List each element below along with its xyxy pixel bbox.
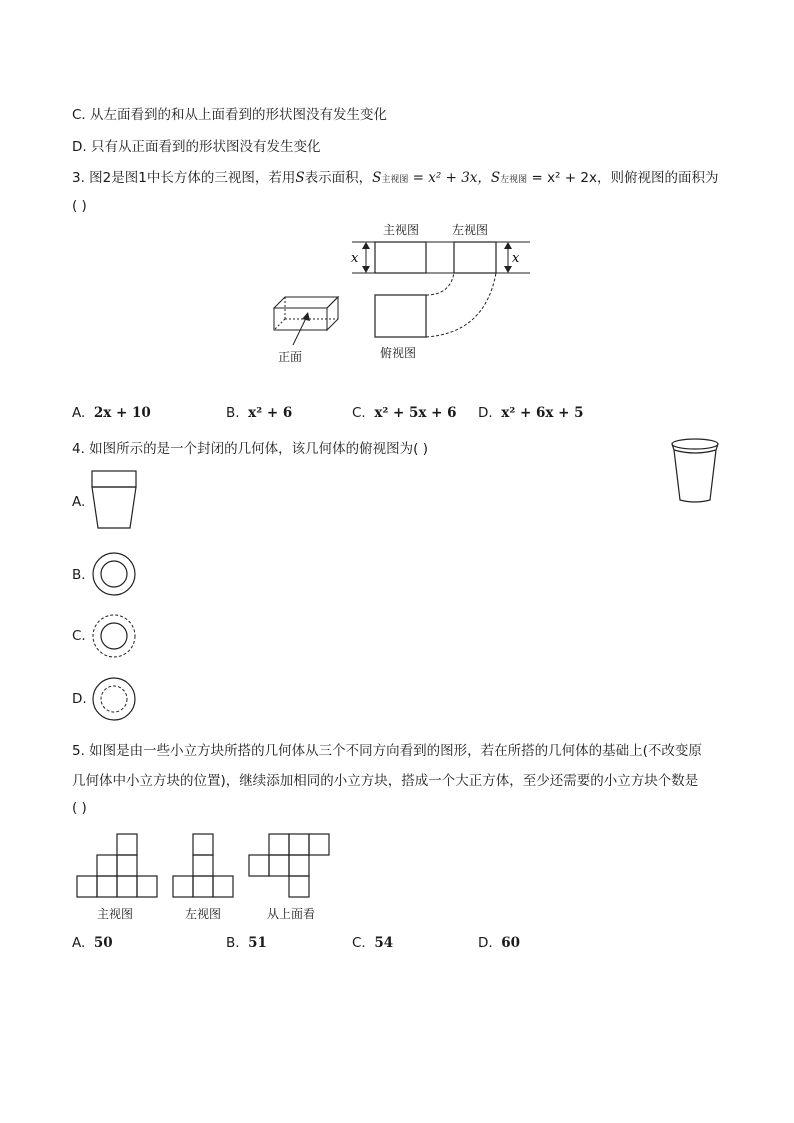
q3-top-view-rect <box>375 295 426 337</box>
q5-option-d[interactable] <box>478 935 520 951</box>
q3-main-view-rect <box>375 242 426 273</box>
q3-option-b-expr: x² + 6 <box>248 405 293 421</box>
q3-option-c-expr: x² + 5x + 6 <box>374 405 457 421</box>
q3-cuboid <box>274 297 338 345</box>
q5-option-a[interactable] <box>72 935 113 951</box>
q5-option-b[interactable] <box>226 935 267 951</box>
q3-main-view-label: 主视图 <box>383 223 420 237</box>
q3-paren: ( ) <box>72 198 87 214</box>
q3-x-label-left: x <box>351 251 359 266</box>
q3-s-variable: S <box>295 170 305 186</box>
q3-option-a-letter: A. <box>72 405 86 421</box>
q3-s-left: S <box>490 170 501 186</box>
q3-s-left-subscript: 左视图 <box>500 175 528 185</box>
q4-option-d-letter[interactable]: D. <box>72 691 87 707</box>
q5-top-view-label: 从上面看 <box>267 907 316 921</box>
q3-x-label-right: x <box>512 251 520 266</box>
q3-left-view-rect <box>454 242 496 273</box>
q3-option-c[interactable] <box>352 405 457 421</box>
q3-option-a[interactable] <box>72 405 151 421</box>
q3-top-view-label: 俯视图 <box>380 346 417 360</box>
q3-eq1: = x² + 3x， <box>408 170 491 186</box>
q3-stem-text-a: 3. 图2是图1中长方体的三视图，若用 <box>72 170 296 186</box>
q5-option-b-value: 51 <box>248 935 267 951</box>
q5-option-a-letter: A. <box>72 935 86 951</box>
q5-stem-line1: 5. 如图是由一些小立方块所搭的几何体从三个不同方向看到的图形，若在所搭的几何体的基础上(不改变原 <box>72 743 702 759</box>
q5-figure <box>75 832 345 927</box>
q4-option-b-figure[interactable] <box>90 550 138 598</box>
q3-front-label: 正面 <box>278 350 303 364</box>
q4-stem: 4. 如图所示的是一个封闭的几何体，该几何体的俯视图为( ) <box>72 441 428 457</box>
q3-left-view-label: 左视图 <box>452 223 489 237</box>
q3-stem <box>72 166 718 186</box>
q3-s-main-subscript: 主视图 <box>381 175 409 185</box>
q5-option-c-letter: C. <box>352 935 366 951</box>
q3-option-b[interactable] <box>226 405 292 421</box>
q4-option-c-letter[interactable]: C. <box>72 628 86 644</box>
q5-main-view-grid <box>77 834 157 897</box>
q3-stem-text-b: 表示面积， <box>304 170 373 186</box>
q5-option-d-value: 60 <box>501 935 521 951</box>
q4-option-c-figure[interactable] <box>90 612 138 660</box>
q4-option-a-figure[interactable] <box>90 469 138 531</box>
q5-stem-line2: 几何体中小立方块的位置)，继续添加相同的小立方块，搭成一个大正方体，至少还需要的小立方块个数是 <box>72 773 699 789</box>
q5-option-c[interactable] <box>352 935 393 951</box>
q5-paren: ( ) <box>72 800 87 816</box>
q3-s-main: S <box>372 170 382 186</box>
option-d-text: D. 只有从正面看到的形状图没有发生变化 <box>72 139 321 155</box>
q3-option-d-expr: x² + 6x + 5 <box>501 405 584 421</box>
q3-option-a-expr: 2x + 10 <box>93 405 151 421</box>
q3-option-d[interactable] <box>478 405 584 421</box>
q5-left-view-label: 左视图 <box>185 907 222 921</box>
q4-cup-figure <box>670 436 722 506</box>
q5-option-d-letter: D. <box>478 935 493 951</box>
q5-option-c-value: 54 <box>374 935 394 951</box>
q4-option-b-letter[interactable]: B. <box>72 567 86 583</box>
option-c-text: C. 从左面看到的和从上面看到的形状图没有发生变化 <box>72 107 388 123</box>
q3-option-d-letter: D. <box>478 405 493 421</box>
q4-option-d-figure[interactable] <box>90 675 138 723</box>
q3-option-c-letter: C. <box>352 405 366 421</box>
q5-left-view-grid <box>173 834 233 897</box>
q5-option-a-value: 50 <box>93 935 113 951</box>
q3-figure <box>260 218 530 368</box>
q4-option-a-letter[interactable]: A. <box>72 494 86 510</box>
q5-option-b-letter: B. <box>226 935 240 951</box>
q3-eq2: = x² + 2x，则俯视图的面积为 <box>527 170 719 186</box>
q3-option-b-letter: B. <box>226 405 240 421</box>
q5-top-view-grid <box>249 834 329 897</box>
q5-main-view-label: 主视图 <box>97 907 134 921</box>
